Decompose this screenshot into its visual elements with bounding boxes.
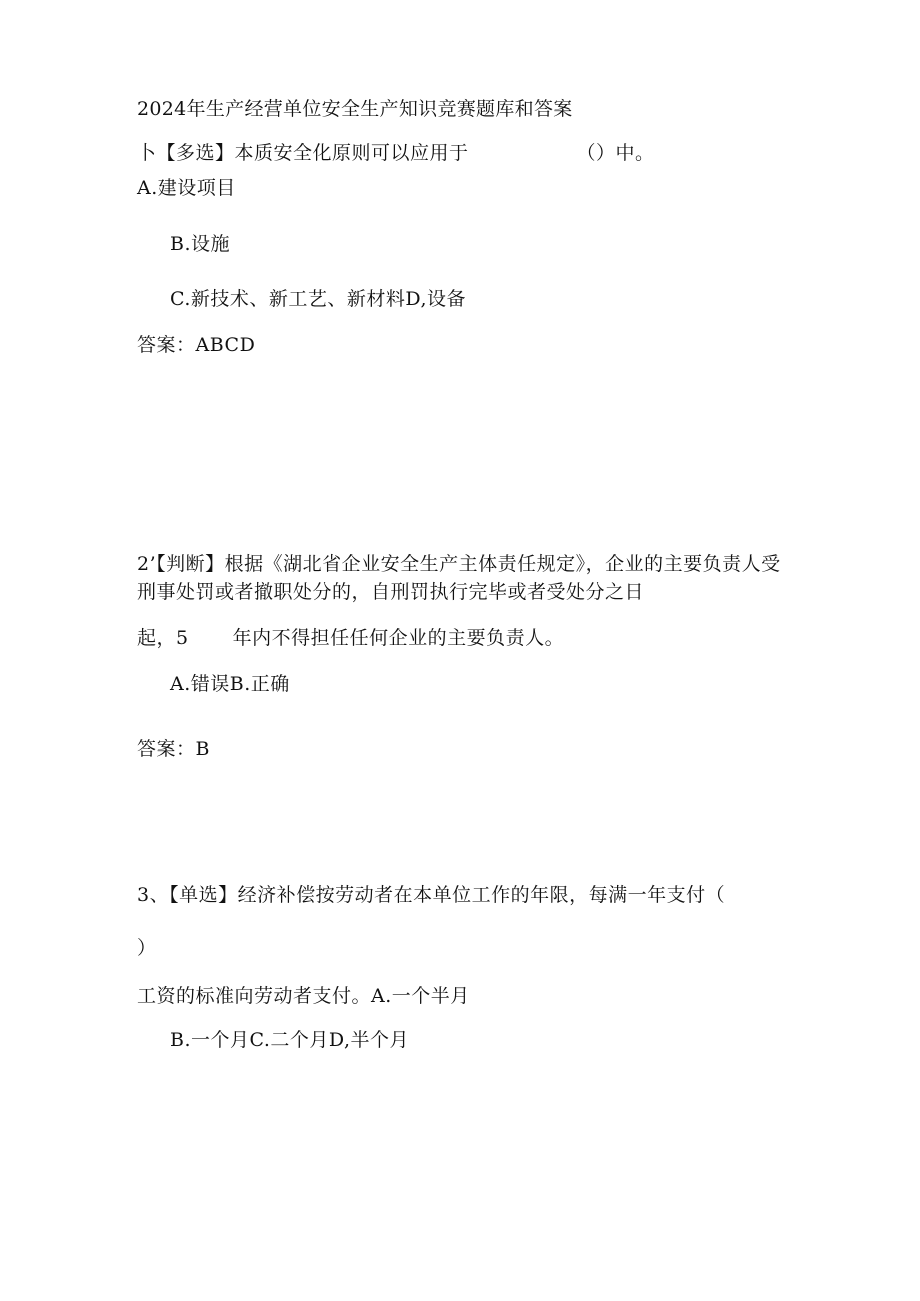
- question-3-options: B.一个月C.二个月D,半个月: [170, 1029, 409, 1051]
- question-3-stem-line-3: 工资的标准向劳动者支付。A.一个半月: [137, 985, 470, 1007]
- question-1-blank: （）中。: [576, 142, 655, 164]
- question-2-stem-line-3: [137, 626, 564, 650]
- question-2-stem-line-3-start: 起，5: [137, 627, 189, 649]
- question-2-stem-line-1: 2’【判断】根据《湖北省企业安全生产主体责任规定》，企业的主要负责人受: [137, 553, 781, 575]
- question-1-stem: [137, 141, 655, 165]
- question-1-option-a: A.建设项目: [137, 177, 236, 199]
- question-3-stem-line-2: ）: [137, 937, 157, 959]
- question-2-stem-line-3-end: 年内不得担任任何企业的主要负责人。: [232, 627, 565, 649]
- question-3-stem-line-1: 3、【单选】经济补偿按劳动者在本单位工作的年限，每满一年支付（: [137, 884, 726, 906]
- question-2-answer: 答案：B: [137, 738, 210, 760]
- question-1-option-b: B.设施: [170, 233, 231, 255]
- question-1-answer: 答案：ABCD: [137, 334, 256, 356]
- question-2-stem-line-2: 刑事处罚或者撤职处分的，自刑罚执行完毕或者受处分之日: [137, 581, 645, 603]
- document-title: 2024年生产经营单位安全生产知识竞赛题库和答案: [137, 98, 573, 120]
- question-1-option-cd: C.新技术、新工艺、新材料D,设备: [170, 288, 466, 310]
- question-2-options: A.错误B.正确: [170, 673, 290, 695]
- question-1-stem-text: 卜【多选】本质安全化原则可以应用于: [137, 142, 469, 164]
